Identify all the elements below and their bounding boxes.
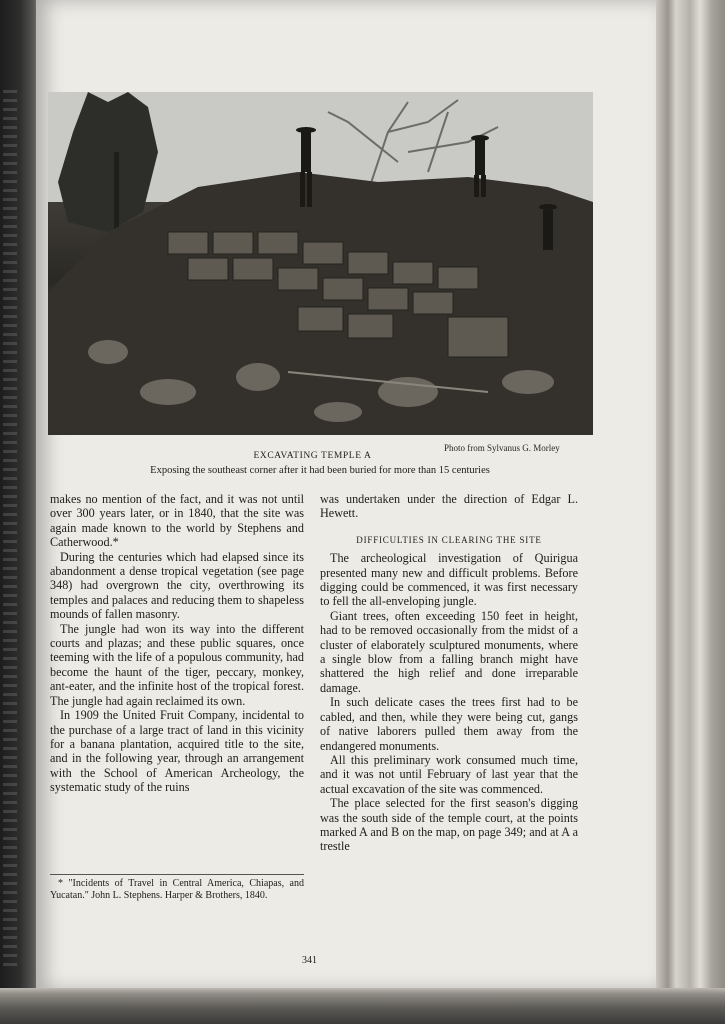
footnote xyxy=(50,874,304,902)
left-paragraph-3: The jungle had won its way into the different courts and plazas; and these public squares, once teeming with the life of a populous community, had become the haunt of the tiger, peccary, monkey, ant-eater, and the infinite host of the tropical forest. The jungle had again reclaimed its own. xyxy=(50,621,304,708)
right-column xyxy=(320,492,578,854)
footnote-text: * "Incidents of Travel in Central America, Chiapas, and Yucatan." John L. Stephens. Harper & Brothers, 1840. xyxy=(50,878,304,901)
right-paragraph-4: All this preliminary work consumed much time, and it was not until February of last year that the actual excavation of the site was commenced. xyxy=(320,752,578,796)
right-intro: was undertaken under the direction of Edgar L. Hewett. xyxy=(320,492,578,521)
right-paragraph-2: Giant trees, often exceeding 150 feet in height, had to be removed occasionally from the midst of a cluster of elaborately sculptured monuments, where a single blow from a falling branch might have shattered the high relief and done irreparable damage. xyxy=(320,608,578,695)
right-paragraph-3: In such delicate cases the trees first had to be cabled, and then, while they were being cut, gangs of native laborers pulled them away from the endangered monuments. xyxy=(320,695,578,753)
left-paragraph-2: During the centuries which had elapsed since its abandonment a dense tropical vegetation (see page 348) had overgrown the city, overthrowing its temples and palaces and reducing them to shapeless mounds of fallen masonry. xyxy=(50,549,304,622)
photo-credit: Photo from Sylvanus G. Morley xyxy=(444,443,560,453)
page-bottom-shadow xyxy=(0,988,725,1024)
left-paragraph-4: In 1909 the United Fruit Company, incidental to the purchase of a large tract of land in this vicinity for a banana plantation, acquired title to the site, and in the following year, through an arrangement with the School of American Archeology, the systematic study of the ruins xyxy=(50,708,304,795)
left-column xyxy=(50,492,304,795)
excavation-photo-illustration xyxy=(48,92,593,435)
section-heading: DIFFICULTIES IN CLEARING THE SITE xyxy=(356,534,542,545)
right-paragraph-5: The place selected for the first season's digging was the south side of the temple court, at the points marked A and B on the map, on page 349; and at A a trestle xyxy=(320,796,578,854)
page-number: 341 xyxy=(302,955,317,966)
caption-title: EXCAVATING TEMPLE A xyxy=(253,451,372,461)
spine-edge xyxy=(3,90,17,970)
excavation-photo xyxy=(48,92,593,435)
left-paragraph-1: makes no mention of the fact, and it was not until over 300 years later, or in 1840, that the site was again made known to the world by Stephens and Catherwood.* xyxy=(50,492,304,550)
caption-text: Exposing the southeast corner after it had been buried for more than 15 centuries xyxy=(150,465,490,476)
right-paragraph-1: The archeological investigation of Quirigua presented many new and difficult problems. Before digging could be commenced, it was first necessary to fell the all-enveloping jungle. xyxy=(320,551,578,609)
